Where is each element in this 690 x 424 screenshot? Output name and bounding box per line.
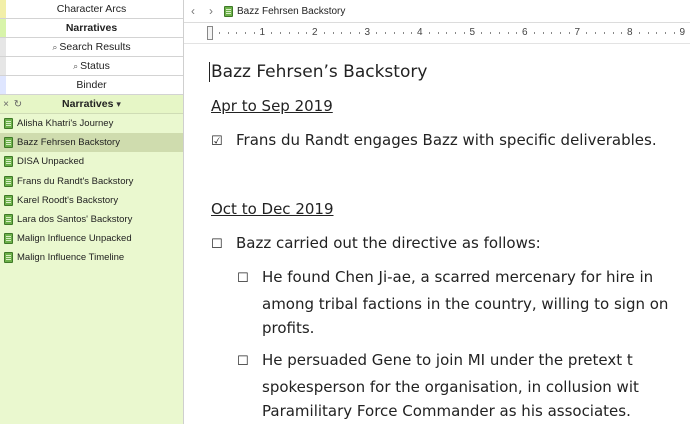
ruler-number: 4 bbox=[417, 27, 423, 38]
binder-item[interactable] bbox=[0, 172, 183, 191]
document-icon bbox=[4, 176, 13, 187]
ruler-tick bbox=[490, 32, 491, 34]
binder-item-label: DISA Unpacked bbox=[17, 156, 85, 168]
back-arrow-icon[interactable]: ‹ bbox=[191, 4, 195, 18]
ruler-tick bbox=[350, 32, 351, 34]
indent-marker-icon[interactable] bbox=[207, 26, 213, 40]
search-icon: ⌕ bbox=[52, 42, 58, 52]
ruler-tick bbox=[254, 32, 255, 34]
binder-item-label: Alisha Khatri's Journey bbox=[17, 118, 114, 130]
ruler-tick bbox=[298, 32, 299, 34]
binder-item[interactable] bbox=[0, 133, 183, 152]
collection-tab[interactable] bbox=[0, 76, 183, 95]
ruler-tick bbox=[245, 32, 246, 34]
binder-item-label: Malign Influence Unpacked bbox=[17, 233, 132, 245]
ruler-tick bbox=[403, 32, 404, 34]
checkbox-icon[interactable]: ☐ bbox=[211, 237, 223, 252]
document-title: Bazz Fehrsen Backstory bbox=[237, 5, 346, 17]
chevron-down-icon[interactable]: ▾ bbox=[116, 99, 121, 109]
collection-tab-label: Binder bbox=[76, 79, 107, 91]
checkbox-icon[interactable]: ☐ bbox=[237, 271, 249, 286]
binder-item[interactable] bbox=[0, 114, 183, 133]
document-header bbox=[184, 0, 690, 23]
collection-color-strip bbox=[0, 19, 6, 37]
ruler-tick bbox=[306, 32, 307, 34]
ruler-tick bbox=[499, 32, 500, 34]
close-icon[interactable]: × bbox=[3, 98, 9, 110]
collection-color-strip bbox=[0, 57, 6, 75]
ruler-tick bbox=[516, 32, 517, 34]
ruler-number: 5 bbox=[469, 27, 476, 38]
ruler-tick bbox=[621, 32, 622, 34]
ruler-tick bbox=[648, 32, 649, 34]
task-1 bbox=[211, 128, 657, 155]
checkbox-checked-icon[interactable]: ☑ bbox=[211, 134, 223, 149]
ruler-tick bbox=[560, 32, 561, 34]
task-2 bbox=[211, 231, 541, 258]
ruler-tick bbox=[385, 32, 386, 34]
task-2-text: Bazz carried out the directive as follows: bbox=[236, 234, 541, 252]
ruler-tick bbox=[674, 32, 675, 34]
period-heading-2: Oct to Dec 2019 bbox=[211, 200, 334, 218]
forward-arrow-icon[interactable]: › bbox=[209, 4, 213, 18]
ruler-tick bbox=[639, 32, 640, 34]
binder-title[interactable]: Narratives ▾ bbox=[62, 98, 121, 110]
document-icon bbox=[4, 195, 13, 206]
document-icon bbox=[4, 156, 13, 167]
binder-item-label: Malign Influence Timeline bbox=[17, 252, 125, 264]
ruler-tick bbox=[324, 32, 325, 34]
ruler-tick bbox=[411, 32, 412, 34]
collection-color-strip bbox=[0, 76, 6, 94]
ruler-tick bbox=[228, 32, 229, 34]
task-1-text: Frans du Randt engages Bazz with specific deliverables. bbox=[236, 131, 657, 149]
binder-list bbox=[0, 114, 183, 268]
ruler-tick bbox=[464, 32, 465, 34]
collection-tab-label: Character Arcs bbox=[56, 3, 127, 15]
ruler-tick bbox=[438, 32, 439, 34]
binder-item[interactable] bbox=[0, 210, 183, 229]
collection-tab-label: Search Results bbox=[59, 41, 131, 53]
ruler-tick bbox=[481, 32, 482, 34]
ruler-tick bbox=[289, 32, 290, 34]
ruler-tick bbox=[656, 32, 657, 34]
ruler-tick bbox=[604, 32, 605, 34]
ruler-tick bbox=[271, 32, 272, 34]
binder-item[interactable] bbox=[0, 152, 183, 171]
collection-tab-label: Status bbox=[80, 60, 110, 72]
ruler-number: 2 bbox=[312, 27, 318, 38]
ruler-tick bbox=[586, 32, 587, 34]
ruler-tick bbox=[236, 32, 237, 34]
collection-tab[interactable] bbox=[0, 57, 183, 76]
collection-tab[interactable] bbox=[0, 0, 183, 19]
binder-sidebar bbox=[0, 0, 184, 424]
ruler-number: 9 bbox=[679, 27, 686, 38]
binder-item-label: Frans du Randt's Backstory bbox=[17, 175, 134, 187]
ruler-tick bbox=[595, 32, 596, 34]
document-heading: Bazz Fehrsen’s Backstory bbox=[211, 62, 428, 82]
binder-item-label: Karel Roodt's Backstory bbox=[17, 194, 119, 206]
search-icon: ⌕ bbox=[73, 61, 79, 71]
ruler-tick bbox=[333, 32, 334, 34]
ruler-tick bbox=[429, 32, 430, 34]
ruler-tick bbox=[446, 32, 447, 34]
document-icon bbox=[4, 214, 13, 225]
collection-tab-label: Narratives bbox=[65, 22, 118, 34]
ruler-number: 3 bbox=[364, 27, 371, 38]
ruler-number: 7 bbox=[574, 27, 581, 38]
binder-item[interactable] bbox=[0, 191, 183, 210]
binder-item-label: Bazz Fehrsen Backstory bbox=[17, 137, 120, 149]
collection-tab[interactable] bbox=[0, 19, 183, 38]
text-editor[interactable] bbox=[184, 43, 690, 424]
ruler-tick bbox=[534, 32, 535, 34]
ruler-tick bbox=[359, 32, 360, 34]
checkbox-icon[interactable]: ☐ bbox=[237, 354, 249, 369]
document-icon bbox=[4, 118, 13, 129]
period-heading-1: Apr to Sep 2019 bbox=[211, 97, 333, 115]
subtask-2-line-3: Paramilitary Force Commander as his associates. bbox=[262, 402, 631, 420]
refresh-icon[interactable]: ↻ bbox=[13, 98, 23, 110]
ruler[interactable] bbox=[184, 23, 690, 44]
ruler-tick bbox=[665, 32, 666, 34]
document-icon bbox=[4, 137, 13, 148]
ruler-tick bbox=[341, 32, 342, 34]
ruler-tick bbox=[394, 32, 395, 34]
ruler-tick bbox=[543, 32, 544, 34]
ruler-tick bbox=[280, 32, 281, 34]
document-icon bbox=[4, 252, 13, 263]
collection-tab[interactable] bbox=[0, 38, 183, 57]
ruler-tick bbox=[569, 32, 570, 34]
ruler-tick bbox=[455, 32, 456, 34]
binder-item[interactable] bbox=[0, 248, 183, 267]
collection-tabs bbox=[0, 0, 183, 95]
subtask-1-line-1: He found Chen Ji-ae, a scarred mercenary for hire in bbox=[262, 268, 654, 286]
collection-color-strip bbox=[0, 38, 6, 56]
document-icon bbox=[224, 6, 233, 17]
document-icon bbox=[4, 233, 13, 244]
binder-item-label: Lara dos Santos' Backstory bbox=[17, 214, 133, 226]
subtask-1-line-2: among tribal factions in the country, willing to sign on bbox=[262, 294, 669, 313]
subtask-2 bbox=[237, 348, 639, 424]
collection-color-strip bbox=[0, 0, 6, 18]
ruler-tick bbox=[376, 32, 377, 34]
ruler-number: 8 bbox=[627, 27, 633, 38]
subtask-2-line-1: He persuaded Gene to join MI under the pretext t bbox=[262, 351, 633, 369]
ruler-tick bbox=[219, 32, 220, 34]
ruler-tick bbox=[551, 32, 552, 34]
subtask-1 bbox=[237, 265, 668, 341]
subtask-2-line-2: spokesperson for the organisation, in collusion wit bbox=[262, 377, 639, 396]
subtask-1-line-3: profits. bbox=[262, 319, 315, 337]
ruler-tick bbox=[508, 32, 509, 34]
editor-pane bbox=[184, 0, 690, 424]
binder-header bbox=[0, 95, 183, 114]
binder-item[interactable] bbox=[0, 229, 183, 248]
ruler-number: 6 bbox=[522, 27, 528, 38]
ruler-tick bbox=[613, 32, 614, 34]
ruler-number: 1 bbox=[259, 27, 266, 38]
